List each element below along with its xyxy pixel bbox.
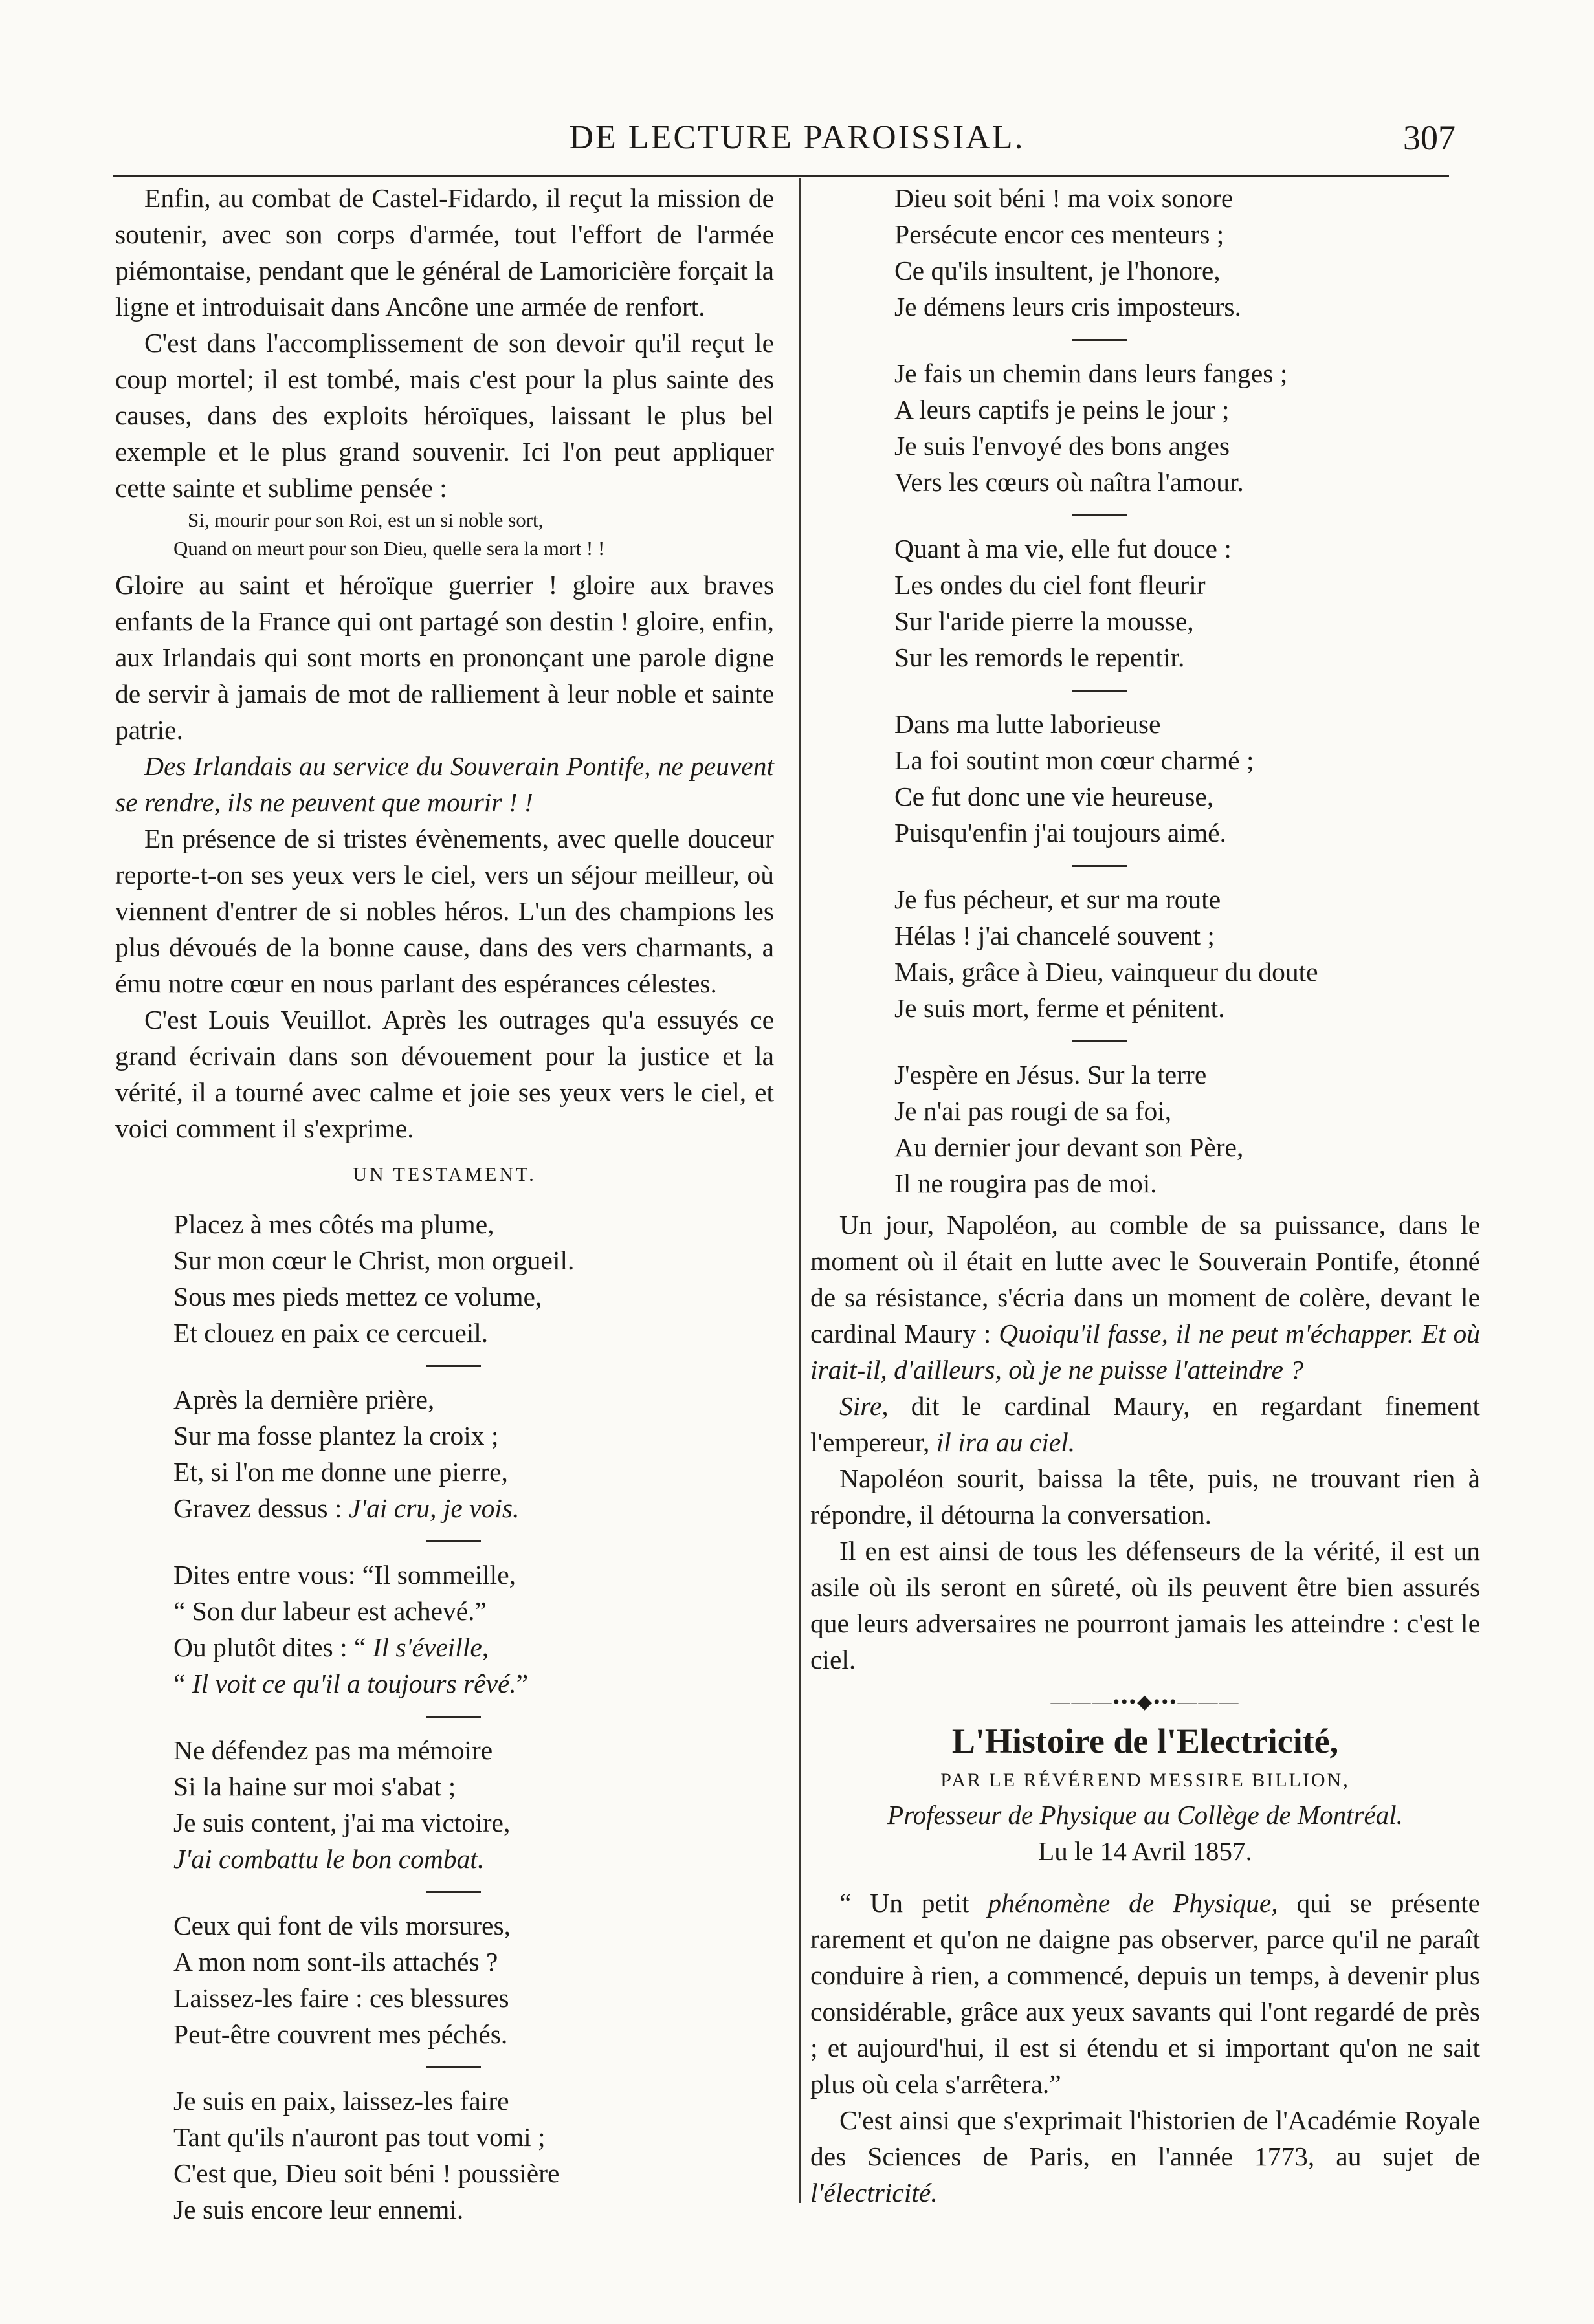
verse-italic: Il s'éveille,	[372, 1632, 489, 1662]
stanza	[810, 881, 1480, 1026]
verse-line: J'ai combattu le bon combat.	[173, 1844, 485, 1874]
byline: PAR LE RÉVÉREND MESSIRE BILLION,	[940, 1770, 1350, 1791]
verse-line: Mais, grâce à Dieu, vainqueur du doute	[894, 957, 1318, 987]
verse-line: Ne défendez pas ma mémoire	[173, 1735, 493, 1765]
verse-line	[173, 1629, 774, 1665]
stanza-divider	[1072, 339, 1127, 341]
stanza-divider	[1072, 1040, 1127, 1042]
paragraph-text: C'est ainsi que s'exprimait l'historien de l'Académie Royale des Sciences de Paris, en l'année 1773, au sujet de	[810, 2105, 1480, 2171]
paragraph: En présence de si tristes évènements, avec quelle douceur reporte-t-on ses yeux vers le ciel, vers un séjour meilleur, où viennent d'entrer de si nobles héros. L'un des champions les plus dévoués de la bonne cause, dans des vers charmants, a ému notre cœur en nous parlant des espérances célestes.	[115, 824, 774, 998]
verse-line: Je n'ai pas rougi de sa foi,	[894, 1096, 1172, 1126]
verse-line: A leurs captifs je peins le jour ;	[894, 395, 1230, 424]
stanza	[115, 1557, 774, 1702]
stanza	[810, 355, 1480, 500]
verse-line	[173, 1490, 774, 1526]
quote-line: Si, mourir pour son Roi, est un si noble sort,	[188, 509, 544, 531]
article-title: L'Histoire de l'Electricité,	[951, 1722, 1339, 1760]
verse-line: Persécute encor ces menteurs ;	[894, 219, 1224, 249]
verse-line: Laissez-les faire : ces blessures	[173, 1983, 509, 2013]
paragraph	[810, 1885, 1480, 2102]
poem-title: UN TESTAMENT.	[353, 1164, 537, 1185]
stanza-divider	[1072, 865, 1127, 867]
stanza-divider	[1072, 514, 1127, 516]
verse-line: Placez à mes côtés ma plume,	[173, 1209, 494, 1239]
reading-date: Lu le 14 Avril 1857.	[1038, 1836, 1252, 1866]
verse-line	[173, 1665, 774, 1702]
verse-line: Puisqu'enfin j'ai toujours aimé.	[894, 818, 1226, 848]
paragraph: C'est Louis Veuillot. Après les outrages qu'a essuyés ce grand écrivain dans son dévouement pour la justice et la vérité, il a tourné avec calme et joie ses yeux vers le ciel, et voici comment il s'exprime.	[115, 1005, 774, 1143]
paragraph	[810, 1207, 1480, 1388]
verse-line: Sur l'aride pierre la mousse,	[894, 606, 1194, 636]
author-affiliation: Professeur de Physique au Collège de Montréal.	[887, 1800, 1403, 1830]
verse-line: Sur les remords le repentir.	[894, 642, 1185, 672]
paragraph-italic: l'électricité.	[810, 2178, 938, 2208]
italic-paragraph: Des Irlandais au service du Souverain Pontife, ne peuvent se rendre, ils ne peuvent que mourir ! !	[115, 751, 774, 817]
paragraph: Il en est ainsi de tous les défenseurs de la vérité, il est un asile où ils seront en sûreté, où ils peuvent être bien assurés que leurs adversaires ne pourront jamais les atteindre : c'est le ciel.	[810, 1536, 1480, 1674]
verse-text: Gravez dessus :	[173, 1493, 349, 1523]
verse-line: Je suis encore leur ennemi.	[173, 2195, 464, 2224]
paragraph	[810, 1388, 1480, 1460]
verse-line: Je suis en paix, laissez-les faire	[173, 2086, 509, 2116]
quote-line: Quand on meurt pour son Dieu, quelle sera la mort ! !	[173, 537, 605, 560]
verse-line: Si la haine sur moi s'abat ;	[173, 1771, 456, 1801]
paragraph-text: qui se présente rarement et qu'on ne daigne pas observer, parce qu'il ne paraît conduire à rien, a commencé, depuis un temps, à devenir plus considérable, grâce aux yeux savants qui l'ont regardé de près ; et aujourd'hui, il est si étendu et si important qu'on ne sait plus où cela s'arrêtera.”	[810, 1888, 1480, 2099]
verse-line: Sur mon cœur le Christ, mon orgueil.	[173, 1245, 575, 1275]
paragraph-text: dit le cardinal Maury, en regardant finement l'empereur,	[810, 1391, 1480, 1457]
verse-line: Ce qu'ils insultent, je l'honore,	[894, 256, 1221, 285]
paragraph: Gloire au saint et héroïque guerrier ! gloire aux braves enfants de la France qui ont partagé son destin ! gloire, enfin, aux Irlandais qui sont morts en prononçant une parole digne de servir à jamais de mot de ralliement à leur noble et sainte patrie.	[115, 570, 774, 745]
left-column	[115, 180, 774, 2228]
stanza	[115, 1907, 774, 2052]
verse-line: Quant à ma vie, elle fut douce :	[894, 534, 1232, 564]
stanza-divider	[426, 1540, 481, 1542]
verse-line: “ Son dur labeur est achevé.”	[173, 1596, 487, 1626]
stanza-divider	[1072, 690, 1127, 692]
stanza-divider	[426, 2066, 481, 2068]
verse-line: C'est que, Dieu soit béni ! poussière	[173, 2158, 560, 2188]
verse-line: A mon nom sont-ils attachés ?	[173, 1947, 498, 1977]
verse-line: Il ne rougira pas de moi.	[894, 1168, 1157, 1198]
stanza-divider	[426, 1716, 481, 1718]
paragraph: Napoléon sourit, baissa la tête, puis, ne trouvant rien à répondre, il détourna la conversation.	[810, 1463, 1480, 1529]
verse-line: Vers les cœurs où naîtra l'amour.	[894, 467, 1244, 497]
verse-line: Je suis content, j'ai ma victoire,	[173, 1808, 511, 1837]
verse-line: Et clouez en paix ce cercueil.	[173, 1318, 489, 1348]
paragraph-text: “ Un petit	[839, 1888, 988, 1918]
verse-line: Les ondes du ciel font fleurir	[894, 570, 1206, 600]
section-ornament: ———•••◆•••———	[1050, 1691, 1240, 1713]
paragraph	[810, 2102, 1480, 2211]
stanza	[810, 180, 1480, 325]
paragraph-text: Un jour, Napoléon, au comble de sa puissance, dans le moment où il était en lutte avec le Souverain Pontife, étonné de sa résistance, s'écria dans un moment de colère, devant le cardinal Maury :	[810, 1210, 1480, 1348]
stanza	[115, 2083, 774, 2228]
running-title: DE LECTURE PAROISSIAL.	[569, 119, 1025, 156]
verse-italic: Il voit ce qu'il a toujours rêvé.	[192, 1669, 516, 1698]
verse-line: Ce fut donc une vie heureuse,	[894, 782, 1214, 811]
verse-line: Dieu soit béni ! ma voix sonore	[894, 183, 1234, 213]
stanza	[115, 1732, 774, 1877]
verse-line: Sous mes pieds mettez ce volume,	[173, 1282, 542, 1311]
stanza-divider	[426, 1891, 481, 1893]
paragraph: C'est dans l'accomplissement de son devoir qu'il reçut le coup mortel; il est tombé, mais c'est pour la plus sainte des causes, dans des exploits héroïques, laissant le plus bel exemple et le plus grand souvenir. Ici l'on peut appliquer cette sainte et sublime pensée :	[115, 328, 774, 503]
verse-line: Je fais un chemin dans leurs fanges ;	[894, 358, 1288, 388]
verse-text: Ou plutôt dites : “	[173, 1632, 373, 1662]
verse-line: Ceux qui font de vils morsures,	[173, 1911, 511, 1940]
page-number: 307	[1403, 118, 1456, 157]
paragraph-italic: Sire,	[839, 1391, 889, 1421]
stanza	[115, 1381, 774, 1526]
verse-text: “	[173, 1669, 192, 1698]
verse-line: Dites entre vous: “Il sommeille,	[173, 1560, 516, 1590]
verse-line: Je démens leurs cris imposteurs.	[894, 292, 1241, 322]
verse-line: La foi soutint mon cœur charmé ;	[894, 745, 1254, 775]
verse-line: Dans ma lutte laborieuse	[894, 709, 1161, 739]
header-rule	[113, 175, 1449, 177]
verse-line: Tant qu'ils n'auront pas tout vomi ;	[173, 2122, 546, 2152]
stanza-divider	[426, 1365, 481, 1367]
verse-line: J'espère en Jésus. Sur la terre	[894, 1060, 1207, 1090]
verse-line: Après la dernière prière,	[173, 1385, 435, 1414]
verse-line: Hélas ! j'ai chancelé souvent ;	[894, 921, 1215, 950]
verse-line: Peut-être couvrent mes péchés.	[173, 2019, 508, 2049]
paragraph-italic: Quoiqu'il fasse, il ne peut m'échapper. Et où irait-il, d'ailleurs, où je ne puisse l'atteindre ?	[810, 1319, 1480, 1385]
stanza	[810, 706, 1480, 851]
verse-italic: J'ai cru, je vois.	[348, 1493, 520, 1523]
right-column	[810, 180, 1480, 2211]
stanza	[115, 1206, 774, 1351]
verse-line: Je suis l'envoyé des bons anges	[894, 431, 1230, 461]
paragraph-italic: il ira au ciel.	[936, 1427, 1076, 1457]
verse-line: Sur ma fosse plantez la croix ;	[173, 1421, 499, 1451]
verse-line: Je suis mort, ferme et pénitent.	[894, 993, 1225, 1023]
verse-text: ”	[516, 1669, 529, 1698]
verse-line: Je fus pécheur, et sur ma route	[894, 884, 1221, 914]
paragraph-italic: phénomène de Physique,	[988, 1888, 1278, 1918]
stanza	[810, 1057, 1480, 1201]
page-header	[0, 115, 1594, 167]
paragraph: Enfin, au combat de Castel-Fidardo, il reçut la mission de soutenir, avec son corps d'armée, tout l'effort de l'armée piémontaise, pendant que le général de Lamoricière forçait la ligne et introduisait dans Ancône une armée de renfort.	[115, 183, 774, 322]
verse-line: Au dernier jour devant son Père,	[894, 1132, 1244, 1162]
stanza	[810, 531, 1480, 675]
column-divider	[799, 178, 801, 2203]
verse-line: Et, si l'on me donne une pierre,	[173, 1457, 508, 1487]
